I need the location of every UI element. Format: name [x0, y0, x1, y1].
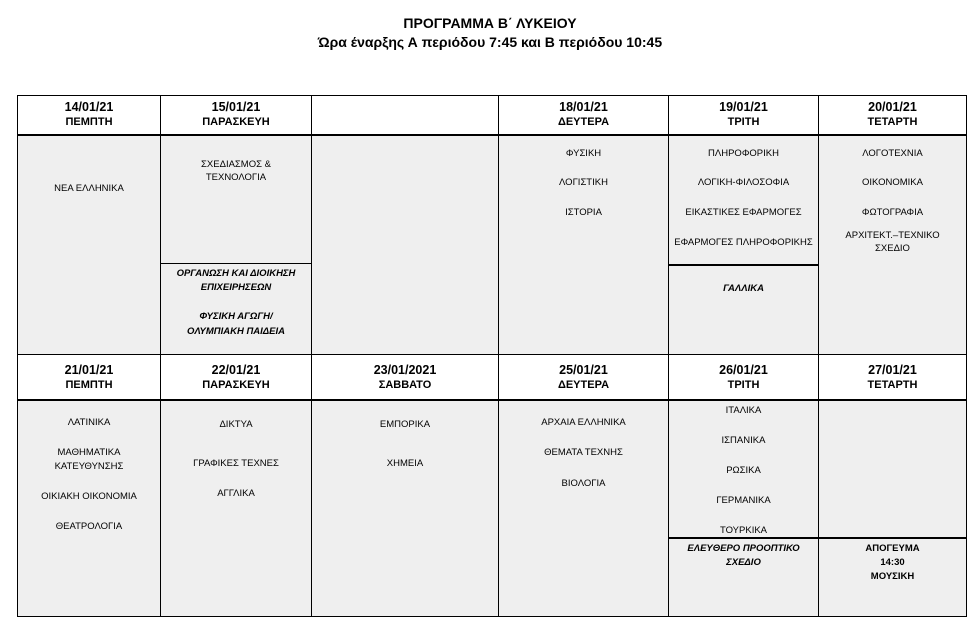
w2-c6-b-line-3: ΜΟΥΣΙΚΗ: [870, 571, 915, 582]
w1-header-4: 18/01/21 ΔΕΥΤΕΡΑ: [499, 100, 668, 130]
w2-c1-subject-3: ΟΙΚΙΑΚΗ ΟΙΚΟΝΟΜΙΑ: [41, 491, 137, 502]
page-subtitle: Ώρα έναρξης Α περιόδου 7:45 και Β περιόδου 10:45: [317, 34, 663, 50]
w1-c6-subject-3: ΦΩΤΟΓΡΑΦΙΑ: [861, 207, 924, 218]
w2-c4-subject-1: ΑΡΧΑΙΑ ΕΛΛΗΝΙΚΑ: [541, 417, 626, 428]
w1-c2-subject-1a: ΣΧΕΔΙΑΣΜΟΣ &: [201, 159, 271, 170]
w2-c5-subject-1: ΙΤΑΛΙΚΑ: [725, 405, 762, 416]
w2-c5-subject-4: ΓΕΡΜΑΝΙΚΑ: [716, 495, 771, 506]
w2-c5-b-subject-1b: ΣΧΕΔΙΟ: [726, 557, 761, 568]
w1-header-2: 15/01/21 ΠΑΡΑΣΚΕΥΗ: [161, 100, 311, 130]
w1-c1-subject-1: ΝΕΑ ΕΛΛΗΝΙΚΑ: [54, 183, 124, 194]
w2-c5-subject-5: ΤΟΥΡΚΙΚΑ: [719, 525, 768, 536]
w1-c5-b-subject-1: ΓΑΛΛΙΚΑ: [723, 283, 764, 294]
w1-c5-subject-2: ΛΟΓΙΚΗ-ΦΙΛΟΣΟΦΙΑ: [697, 177, 790, 188]
w2-c5-subject-3: ΡΩΣΙΚΑ: [726, 465, 761, 476]
w1-c2-b-subject-2a: ΦΥΣΙΚΗ ΑΓΩΓΗ/: [199, 311, 273, 322]
w1-c5-subject-1: ΠΛΗΡΟΦΟΡΙΚΗ: [708, 148, 779, 159]
w2-c1-subject-1: ΛΑΤΙΝΙΚΑ: [67, 417, 111, 428]
w2-c3-subject-2: ΧΗΜΕΙΑ: [386, 458, 424, 469]
w2-c4-subject-3: ΒΙΟΛΟΓΙΑ: [561, 478, 606, 489]
w2-c6-b-line-2: 14:30: [880, 557, 905, 568]
w2-header-5: 26/01/21 ΤΡΙΤΗ: [669, 363, 818, 393]
w1-c5-subject-3: ΕΙΚΑΣΤΙΚΕΣ ΕΦΑΡΜΟΓΕΣ: [685, 207, 802, 218]
w2-c1-subject-4: ΘΕΑΤΡΟΛΟΓΙΑ: [55, 521, 123, 532]
w2-header-1: 21/01/21 ΠΕΜΠΤΗ: [18, 363, 160, 393]
w1-c4-subject-1: ΦΥΣΙΚΗ: [565, 148, 602, 159]
w2-c6-b-line-1: ΑΠΟΓΕΥΜΑ: [865, 543, 920, 554]
page-title: ΠΡΟΓΡΑΜΜΑ Β΄ ΛΥΚΕΙΟΥ: [403, 15, 577, 31]
w2-c3-subject-1: ΕΜΠΟΡΙΚΑ: [379, 419, 431, 430]
w2-header-4: 25/01/21 ΔΕΥΤΕΡΑ: [499, 363, 668, 393]
w1-header-5: 19/01/21 ΤΡΙΤΗ: [669, 100, 818, 130]
w2-header-3: 23/01/2021 ΣΑΒΒΑΤΟ: [312, 363, 498, 393]
w1-c2-b-subject-2b: ΟΛΥΜΠΙΑΚΗ ΠΑΙΔΕΙΑ: [186, 326, 286, 337]
w1-c2-subject-1b: ΤΕΧΝΟΛΟΓΙΑ: [205, 172, 267, 183]
w2-c2-subject-3: ΑΓΓΛΙΚΑ: [217, 488, 255, 499]
w1-header-1: 14/01/21 ΠΕΜΠΤΗ: [18, 100, 160, 130]
w2-header-2: 22/01/21 ΠΑΡΑΣΚΕΥΗ: [161, 363, 311, 393]
w2-c4-subject-2: ΘΕΜΑΤΑ ΤΕΧΝΗΣ: [544, 447, 623, 458]
w1-header-6: 20/01/21 ΤΕΤΑΡΤΗ: [819, 100, 966, 130]
w1-c6-subject-4b: ΣΧΕΔΙΟ: [875, 243, 910, 254]
w1-c4-subject-3: ΙΣΤΟΡΙΑ: [565, 207, 602, 218]
w2-c1-subject-2b: ΚΑΤΕΥΘΥΝΣΗΣ: [54, 461, 124, 472]
w2-header-6: 27/01/21 ΤΕΤΑΡΤΗ: [819, 363, 966, 393]
w1-c4-subject-2: ΛΟΓΙΣΤΙΚΗ: [559, 177, 608, 188]
w1-c5-subject-4: ΕΦΑΡΜΟΓΕΣ ΠΛΗΡΟΦΟΡΙΚΗΣ: [674, 237, 813, 248]
schedule-table: [17, 95, 967, 617]
w2-c2-subject-2: ΓΡΑΦΙΚΕΣ ΤΕΧΝΕΣ: [193, 458, 279, 469]
w2-c2-subject-1: ΔΙΚΤΥΑ: [219, 419, 253, 430]
w1-c2-b-subject-1a: ΟΡΓΑΝΩΣΗ ΚΑΙ ΔΙΟΙΚΗΣΗ: [176, 268, 296, 279]
w2-c5-subject-2: ΙΣΠΑΝΙΚΑ: [721, 435, 766, 446]
w2-c5-b-subject-1a: ΕΛΕΥΘΕΡΟ ΠΡΟΟΠΤΙΚΟ: [687, 543, 800, 554]
w1-c6-subject-2: ΟΙΚΟΝΟΜΙΚΑ: [862, 177, 923, 188]
w1-c6-subject-4a: ΑΡΧΙΤΕΚΤ.–ΤΕΧΝΙΚΟ: [845, 230, 940, 241]
w1-c6-subject-1: ΛΟΓΟΤΕΧΝΙΑ: [862, 148, 923, 159]
w1-c2-b-subject-1b: ΕΠΙΧΕΙΡΗΣΕΩΝ: [200, 282, 272, 293]
w2-c1-subject-2a: ΜΑΘΗΜΑΤΙΚΑ: [57, 447, 121, 458]
